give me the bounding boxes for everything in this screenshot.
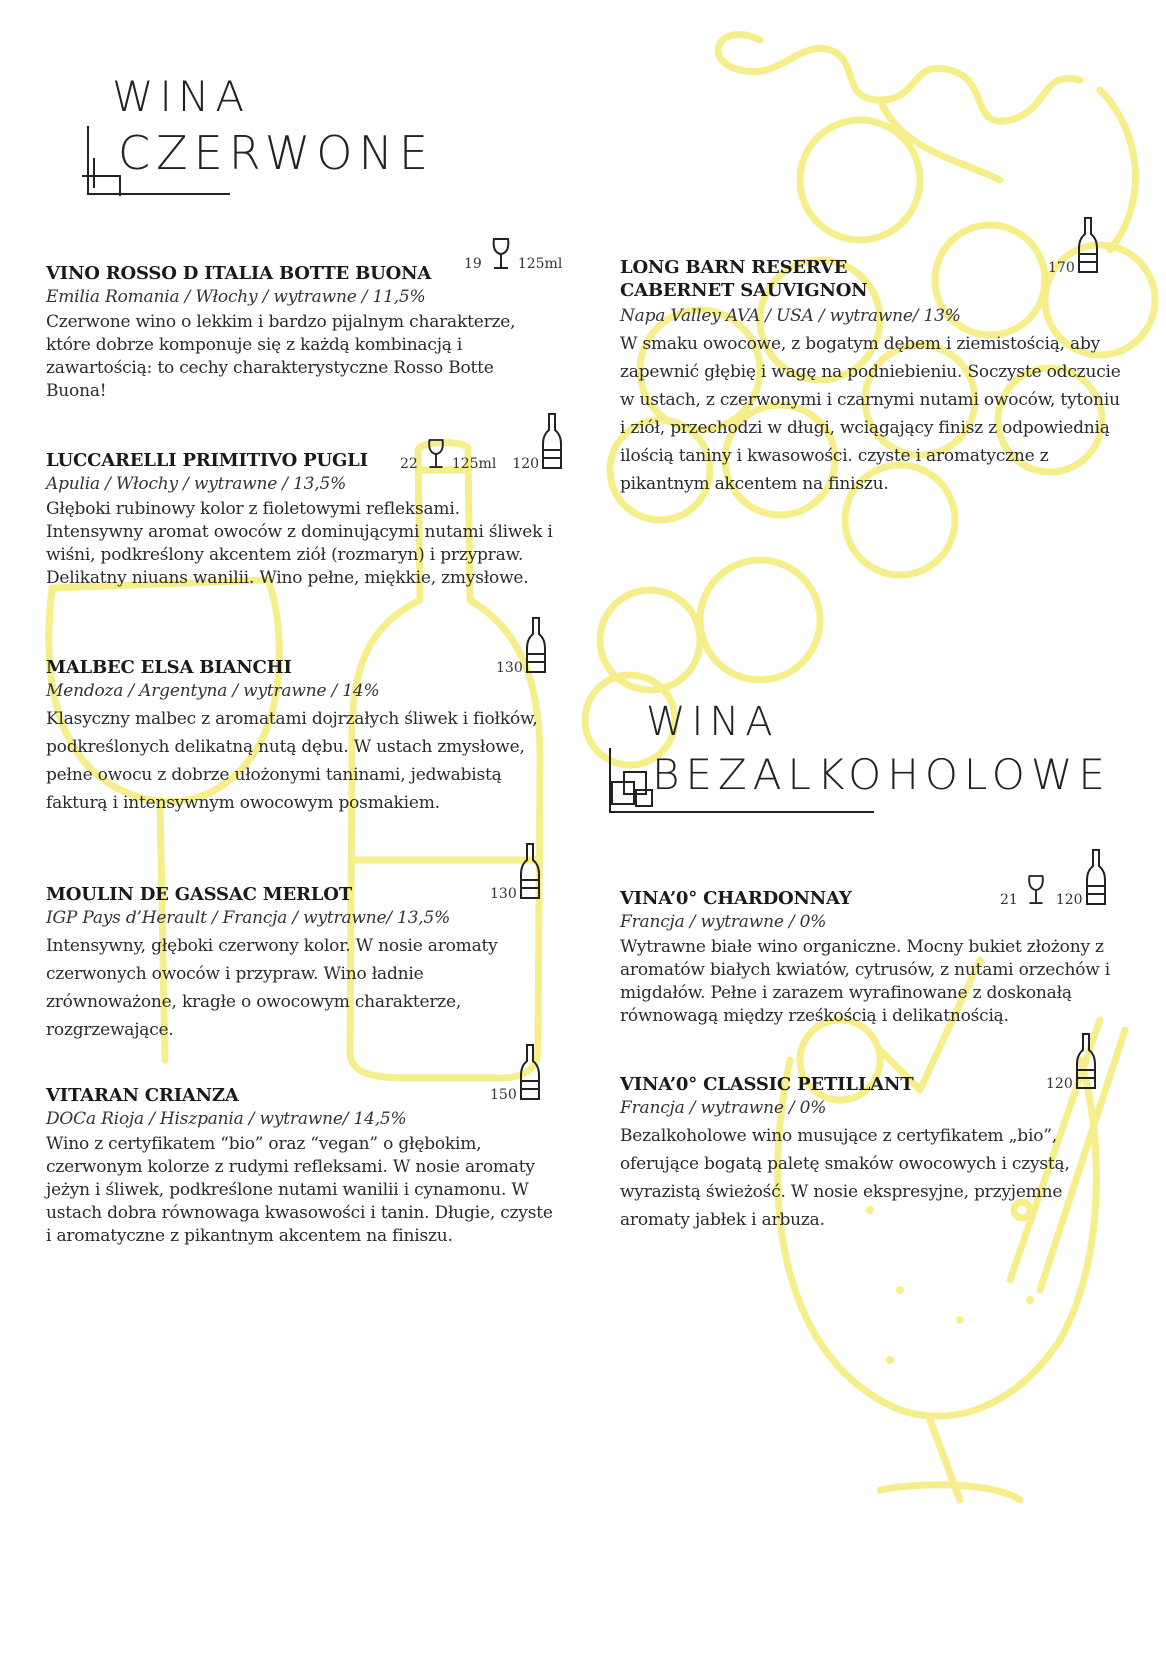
wine-item-moulin xyxy=(46,883,556,1044)
wine-description: Wytrawne białe wino organiczne. Mocny bukiet złożony z aromatów białych kwiatów, cytrusów, z nutami orzechów i migdałów. Pełne i zarazem wyrafinowane z doskonałą równowagą między rześkością i delikatnością. xyxy=(620,937,1111,1026)
wine-prices xyxy=(1046,1032,1097,1092)
heading-line1: WINA xyxy=(112,72,251,121)
wine-name: MALBEC ELSA BIANCHI xyxy=(46,657,292,678)
wine-name: VINA’0° CLASSIC PETILLANT xyxy=(620,1074,914,1095)
wine-prices xyxy=(464,236,562,272)
wine-origin: DOCa Rioja / Hiszpania / wytrawne/ 14,5% xyxy=(46,1109,407,1129)
wine-origin: IGP Pays d’Herault / Francja / wytrawne/ 13,5% xyxy=(46,908,451,928)
glass-price: 21 xyxy=(1000,892,1018,908)
heading-line1: WINA xyxy=(646,699,779,745)
wine-name: VINO ROSSO D ITALIA BOTTE BUONA xyxy=(46,263,432,284)
wine-origin: Napa Valley AVA / USA / wytrawne/ 13% xyxy=(620,306,961,326)
glass-size: 125ml xyxy=(451,456,497,472)
wine-item-malbec xyxy=(46,656,556,817)
wine-name: VINA’0° CHARDONNAY xyxy=(620,888,852,909)
wine-item-vina0-chardonnay xyxy=(620,887,1128,1028)
wine-prices xyxy=(490,1043,541,1103)
wine-item-vitaran xyxy=(46,1084,556,1248)
red-wines-heading xyxy=(80,66,460,206)
glass-price: 22 xyxy=(400,456,418,472)
wine-bottle-icon xyxy=(1085,848,1107,908)
heading-decoration xyxy=(80,66,240,206)
wine-bottle-icon xyxy=(525,616,547,676)
bottle-price: 120 xyxy=(1055,892,1083,908)
wine-name: MOULIN DE GASSAC MERLOT xyxy=(46,884,352,905)
wine-prices xyxy=(490,842,541,902)
grapes-illustration xyxy=(718,34,1080,121)
heading-line2: BEZALKOHOLOWE xyxy=(652,750,1111,799)
wine-name: VITARAN CRIANZA xyxy=(46,1085,239,1106)
wine-bottle-icon xyxy=(519,1043,541,1103)
wine-bottle-icon xyxy=(1077,216,1099,276)
heading-line2: CZERWONE xyxy=(118,126,434,180)
wine-origin: Mendoza / Argentyna / wytrawne / 14% xyxy=(46,681,380,701)
wine-origin: Apulia / Włochy / wytrawne / 13,5% xyxy=(46,474,347,494)
bottle-price: 150 xyxy=(490,1087,517,1103)
bottle-price: 120 xyxy=(1046,1076,1073,1092)
bottle-price: 120 xyxy=(512,456,540,472)
glass-size: 125ml xyxy=(517,256,563,272)
wine-description: Wino z certyfikatem “bio” oraz “vegan” o głębokim, czerwonym kolorze z rudymi refleksami. W nosie aromaty jeżyn i śliwek, podkreślone nutami wanilii i cynamonu. W ustach dobra równowaga kwasowości i tanin. Długie, czyste i aromatyczne z pikantnym akcentem na finiszu. xyxy=(46,1134,553,1246)
wine-description: Klasyczny malbec z aromatami dojrzałych śliwek i fiołków, podkreślonych delikatną nutą dębu. W ustach zmysłowe, pełne owocu z dobrze ułożonymi taninami, jedwabistą fakturą i intensywnym owocowym posmakiem. xyxy=(46,709,538,813)
heading-decoration xyxy=(604,694,884,834)
wine-origin: Emilia Romania / Włochy / wytrawne / 11,5% xyxy=(46,287,426,307)
glass-price: 19 xyxy=(464,256,482,272)
wine-bottle-icon xyxy=(541,412,563,472)
bottle-price: 130 xyxy=(490,886,517,902)
bottle-price: 130 xyxy=(496,660,523,676)
bottle-price: 170 xyxy=(1048,260,1075,276)
wine-origin: Francja / wytrawne / 0% xyxy=(620,912,827,932)
wine-prices xyxy=(400,412,563,472)
wine-description: W smaku owocowe, z bogatym dębem i ziemistością, aby zapewnić głębię i wagę na podniebieniu. Soczyste odczucie w ustach, z czerwonymi i czarnymi nutami owoców, tytoniu i ziół, przechodzi w długi, wciągający finisz z odpowiednią ilością taniny i kwasowości. czyste i aromatyczne z pikantnym akcentem na finiszu. xyxy=(620,334,1121,494)
wine-item-vino-rosso xyxy=(46,262,556,403)
wine-description: Intensywny, głęboki czerwony kolor. W nosie aromaty czerwonych owoców i przypraw. Wino ładnie zrównoważone, kragłe o owocowym charakterze, rozgrzewające. xyxy=(46,936,498,1040)
wine-name: LONG BARN RESERVE CABERNET SAUVIGNON xyxy=(620,257,868,301)
wine-name: LUCCARELLI PRIMITIVO PUGLI xyxy=(46,450,368,471)
wine-prices xyxy=(496,616,547,676)
wine-item-vina0-petillant xyxy=(620,1073,1128,1234)
wine-bottle-icon xyxy=(519,842,541,902)
wine-description: Czerwone wino o lekkim i bardzo pijalnym charakterze, które dobrze komponuje się z każdą kombinacją i zawartością: to cechy charakterystyczne Rosso Botte Buona! xyxy=(46,312,516,401)
wine-glass-icon xyxy=(486,236,516,272)
wine-prices xyxy=(1000,848,1107,908)
wine-bottle-icon xyxy=(1075,1032,1097,1092)
wine-glass-icon xyxy=(1022,872,1050,908)
wine-item-long-barn xyxy=(620,256,1128,498)
wine-glass-icon xyxy=(422,436,450,472)
wine-prices xyxy=(1048,216,1099,276)
wine-origin: Francja / wytrawne / 0% xyxy=(620,1098,827,1118)
nonalc-wines-heading xyxy=(604,694,1111,834)
wine-description: Bezalkoholowe wino musujące z certyfikatem „bio”, oferujące bogatą paletę smaków owocowych i czystą, wyrazistą świeżość. W nosie ekspresyjne, przyjemne aromaty jabłek i arbuza. xyxy=(620,1126,1070,1230)
wine-description: Głęboki rubinowy kolor z fioletowymi refleksami. Intensywny aromat owoców z dominującymi nutami śliwek i wiśni, podkreślony akcentem ziół (rozmaryn) i przypraw. Delikatny niuans wanilii. Wino pełne, miękkie, zmysłowe. xyxy=(46,499,553,588)
